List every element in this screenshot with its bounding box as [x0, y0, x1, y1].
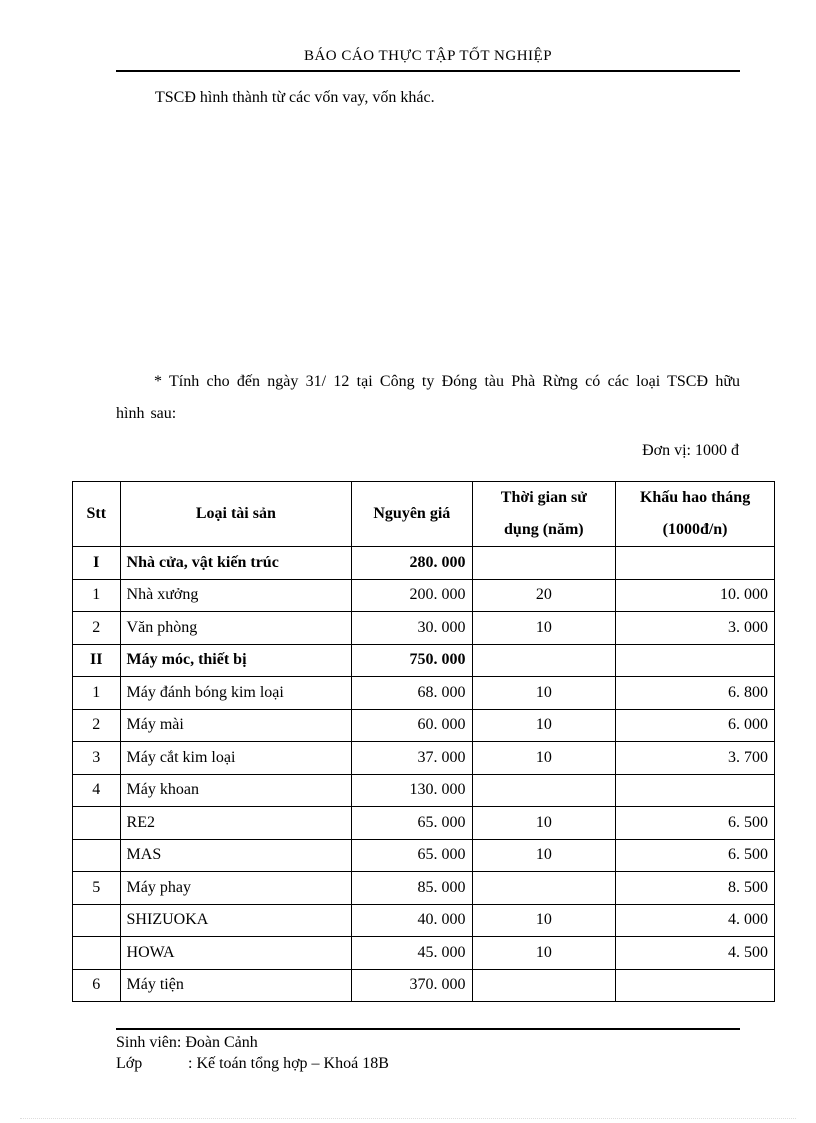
paragraph-assets: * Tính cho đến ngày 31/ 12 tại Công ty Đóng tàu Phà Rừng có các loại TSCĐ hữu hình sau:: [116, 373, 740, 422]
cell-dep: 6. 500: [616, 807, 775, 840]
table-row: [73, 644, 775, 677]
cell-dep: 3. 700: [616, 742, 775, 775]
cell-stt: [73, 807, 121, 840]
cell-dep: [616, 969, 775, 1002]
cell-cost: 37. 000: [352, 742, 472, 775]
cell-cost: 370. 000: [352, 969, 472, 1002]
cell-stt: [73, 937, 121, 970]
table-row: [73, 579, 775, 612]
table-row: [73, 547, 775, 580]
fixed-assets-table: [72, 481, 775, 1002]
cell-life: 10: [472, 742, 616, 775]
table-row: [73, 937, 775, 970]
header-rule: [116, 70, 740, 72]
table-row: [73, 807, 775, 840]
cell-name: Máy cắt kim loại: [120, 742, 352, 775]
header-depreciation-line1: Khấu hao tháng: [639, 489, 751, 506]
cell-stt: 6: [73, 969, 121, 1002]
cell-cost: 65. 000: [352, 807, 472, 840]
table-row: [73, 839, 775, 872]
header-depreciation-line2: (1000đ/n): [662, 521, 728, 538]
cell-life: [472, 547, 616, 580]
cell-name: Máy khoan: [120, 774, 352, 807]
paragraph-intro: TSCĐ hình thành từ các vốn vay, vốn khác.: [155, 89, 435, 106]
cell-life: [472, 774, 616, 807]
cell-cost: 40. 000: [352, 904, 472, 937]
footer-class: [116, 1055, 389, 1073]
header-asset-type: Loại tài sản: [120, 482, 352, 547]
cell-stt: I: [73, 547, 121, 580]
cell-cost: 45. 000: [352, 937, 472, 970]
cell-life: [472, 644, 616, 677]
cell-life: 10: [472, 677, 616, 710]
cell-cost: 65. 000: [352, 839, 472, 872]
cell-name: Máy móc, thiết bị: [120, 644, 352, 677]
table-row: [73, 904, 775, 937]
cell-name: Máy mài: [120, 709, 352, 742]
cell-name: Văn phòng: [120, 612, 352, 645]
footer-class-label: Lớp: [116, 1055, 143, 1072]
cell-stt: II: [73, 644, 121, 677]
cell-name: Nhà xưởng: [120, 579, 352, 612]
cell-stt: 5: [73, 872, 121, 905]
header-useful-life: [472, 482, 616, 547]
cell-life: 10: [472, 612, 616, 645]
cell-life: 10: [472, 709, 616, 742]
table-row: [73, 774, 775, 807]
cell-life: 10: [472, 807, 616, 840]
cell-stt: [73, 904, 121, 937]
cell-life: [472, 872, 616, 905]
header-cost: Nguyên giá: [352, 482, 472, 547]
cell-name: Nhà cửa, vật kiến trúc: [120, 547, 352, 580]
cell-stt: 1: [73, 677, 121, 710]
page-bottom-border: [20, 1118, 796, 1119]
header-useful-life-line2: dụng (năm): [504, 521, 584, 538]
cell-dep: 6. 800: [616, 677, 775, 710]
cell-dep: 10. 000: [616, 579, 775, 612]
cell-life: 10: [472, 839, 616, 872]
cell-stt: 2: [73, 709, 121, 742]
cell-life: [472, 969, 616, 1002]
cell-dep: [616, 774, 775, 807]
header-stt: Stt: [73, 482, 121, 547]
cell-cost: 68. 000: [352, 677, 472, 710]
table-row: [73, 677, 775, 710]
cell-dep: [616, 644, 775, 677]
unit-label: Đơn vị: 1000 đ: [642, 442, 739, 459]
header-useful-life-line1: Thời gian sử: [500, 489, 587, 506]
cell-dep: [616, 547, 775, 580]
cell-stt: 4: [73, 774, 121, 807]
cell-dep: 4. 500: [616, 937, 775, 970]
cell-cost: 200. 000: [352, 579, 472, 612]
table-row: [73, 742, 775, 775]
cell-dep: 4. 000: [616, 904, 775, 937]
table-row: [73, 969, 775, 1002]
cell-stt: 2: [73, 612, 121, 645]
footer-class-value: : Kế toán tổng hợp – Khoá 18B: [188, 1055, 389, 1072]
cell-name: MAS: [120, 839, 352, 872]
header-depreciation: [616, 482, 775, 547]
cell-life: 10: [472, 937, 616, 970]
cell-cost: 85. 000: [352, 872, 472, 905]
cell-life: 20: [472, 579, 616, 612]
cell-name: Máy phay: [120, 872, 352, 905]
cell-cost: 130. 000: [352, 774, 472, 807]
table-header-row: [73, 482, 775, 547]
cell-dep: 6. 000: [616, 709, 775, 742]
cell-dep: 6. 500: [616, 839, 775, 872]
cell-life: 10: [472, 904, 616, 937]
cell-dep: 8. 500: [616, 872, 775, 905]
cell-cost: 750. 000: [352, 644, 472, 677]
table-row: [73, 709, 775, 742]
table-row: [73, 872, 775, 905]
footer-student: Sinh viên: Đoàn Cảnh: [116, 1034, 258, 1051]
cell-stt: 3: [73, 742, 121, 775]
page-header-title: BÁO CÁO THỰC TẬP TỐT NGHIỆP: [303, 48, 553, 64]
cell-name: Máy tiện: [120, 969, 352, 1002]
footer-rule: [116, 1028, 740, 1030]
cell-name: Máy đánh bóng kim loại: [120, 677, 352, 710]
cell-dep: 3. 000: [616, 612, 775, 645]
cell-stt: 1: [73, 579, 121, 612]
cell-stt: [73, 839, 121, 872]
cell-cost: 30. 000: [352, 612, 472, 645]
cell-name: RE2: [120, 807, 352, 840]
cell-name: SHIZUOKA: [120, 904, 352, 937]
cell-name: HOWA: [120, 937, 352, 970]
cell-cost: 60. 000: [352, 709, 472, 742]
cell-cost: 280. 000: [352, 547, 472, 580]
table-row: [73, 612, 775, 645]
